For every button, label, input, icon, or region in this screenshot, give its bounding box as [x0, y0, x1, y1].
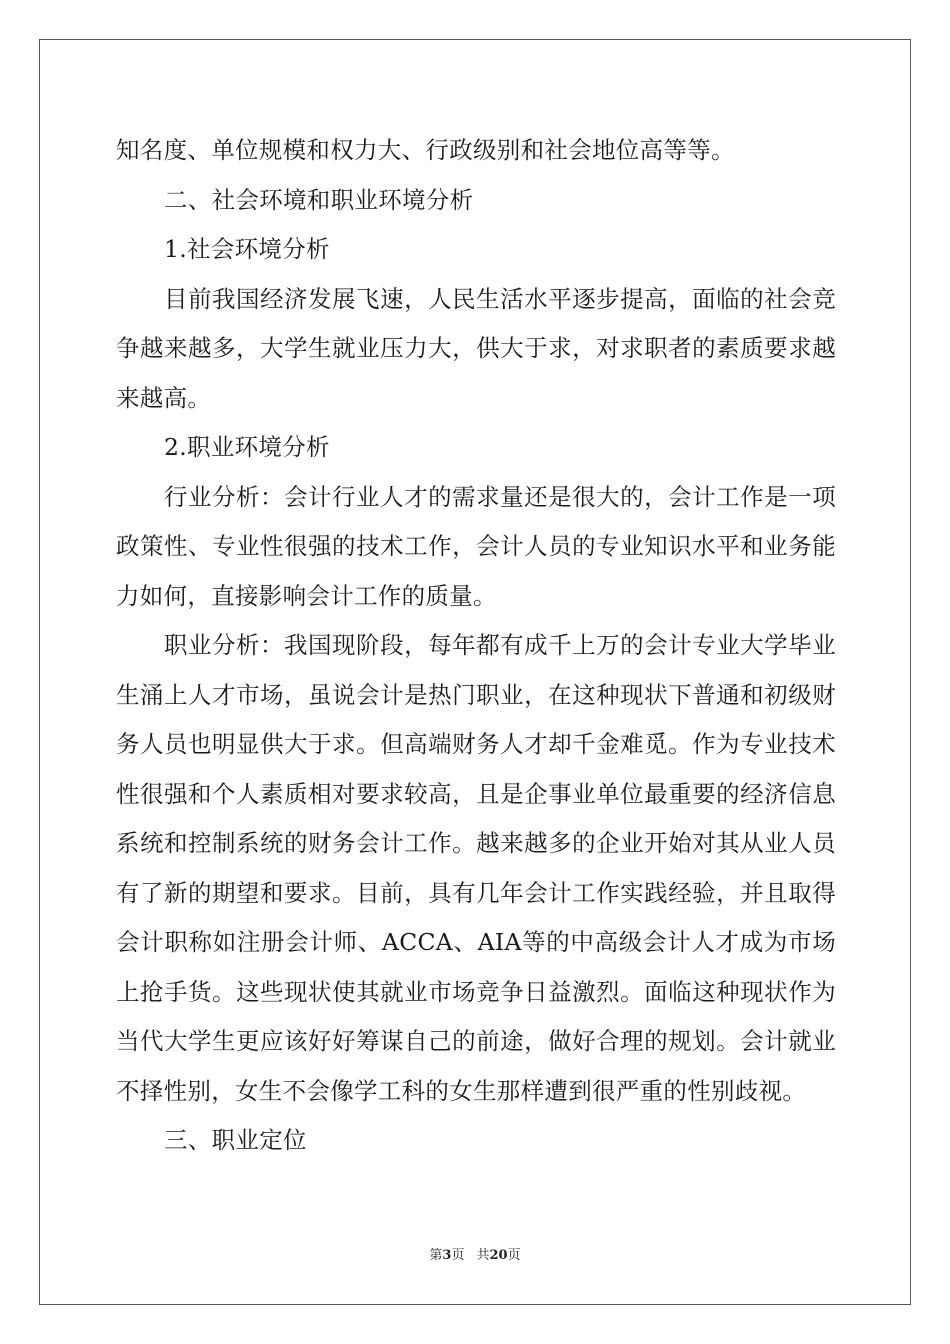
- footer-prefix: 第: [429, 1248, 443, 1263]
- document-body: [116, 126, 836, 1166]
- footer-current-page: 3: [442, 1248, 452, 1263]
- paragraph-continuation: 知名度、单位规模和权力大、行政级别和社会地位高等等。: [116, 136, 735, 164]
- paragraph-social-environment: 目前我国经济发展飞速，人民生活水平逐步提高，面临的社会竞争越来越多，大学生就业压力大，供大于求，对求职者的素质要求越来越高。: [116, 284, 836, 412]
- subheading-social-environment: 1.社会环境分析: [164, 235, 330, 263]
- subheading-career-environment: 2.职业环境分析: [164, 433, 330, 461]
- footer-total-pages: 20: [489, 1248, 508, 1263]
- paragraph-industry-analysis: 行业分析：会计行业人才的需求量还是很大的，会计工作是一项政策性、专业性很强的技术工作，会计人员的专业知识水平和业务能力如何，直接影响会计工作的质量。: [116, 482, 836, 610]
- page-footer: [0, 1244, 950, 1263]
- footer-total-unit: 页: [507, 1248, 521, 1263]
- paragraph-career-analysis: 职业分析：我国现阶段，每年都有成千上万的会计专业大学毕业生涌上人才市场，虽说会计是热门职业，在这种现状下普通和初级财务人员也明显供大于求。但高端财务人才却千金难觅。作为专业技术性很强和个人素质相对要求较高，且是企事业单位最重要的经济信息系统和控制系统的财务会计工作。越来越多的企业开始对其从业人员有了新的期望和要求。目前，具有几年会计工作实践经验，并且取得会计职称如注册会计师、ACCA、AIA等的中高级会计人才成为市场上抢手货。这些现状使其就业市场竞争日益激烈。面临这种现状作为当代大学生更应该好好筹谋自己的前途，做好合理的规划。会计就业不择性别，女生不会像学工科的女生那样遭到很严重的性别歧视。: [116, 631, 836, 1105]
- footer-page-unit: 页: [451, 1248, 465, 1263]
- footer-total-prefix: 共: [476, 1248, 490, 1263]
- section-heading-environment: 二、社会环境和职业环境分析: [164, 185, 474, 214]
- section-heading-positioning: 三、职业定位: [164, 1126, 307, 1154]
